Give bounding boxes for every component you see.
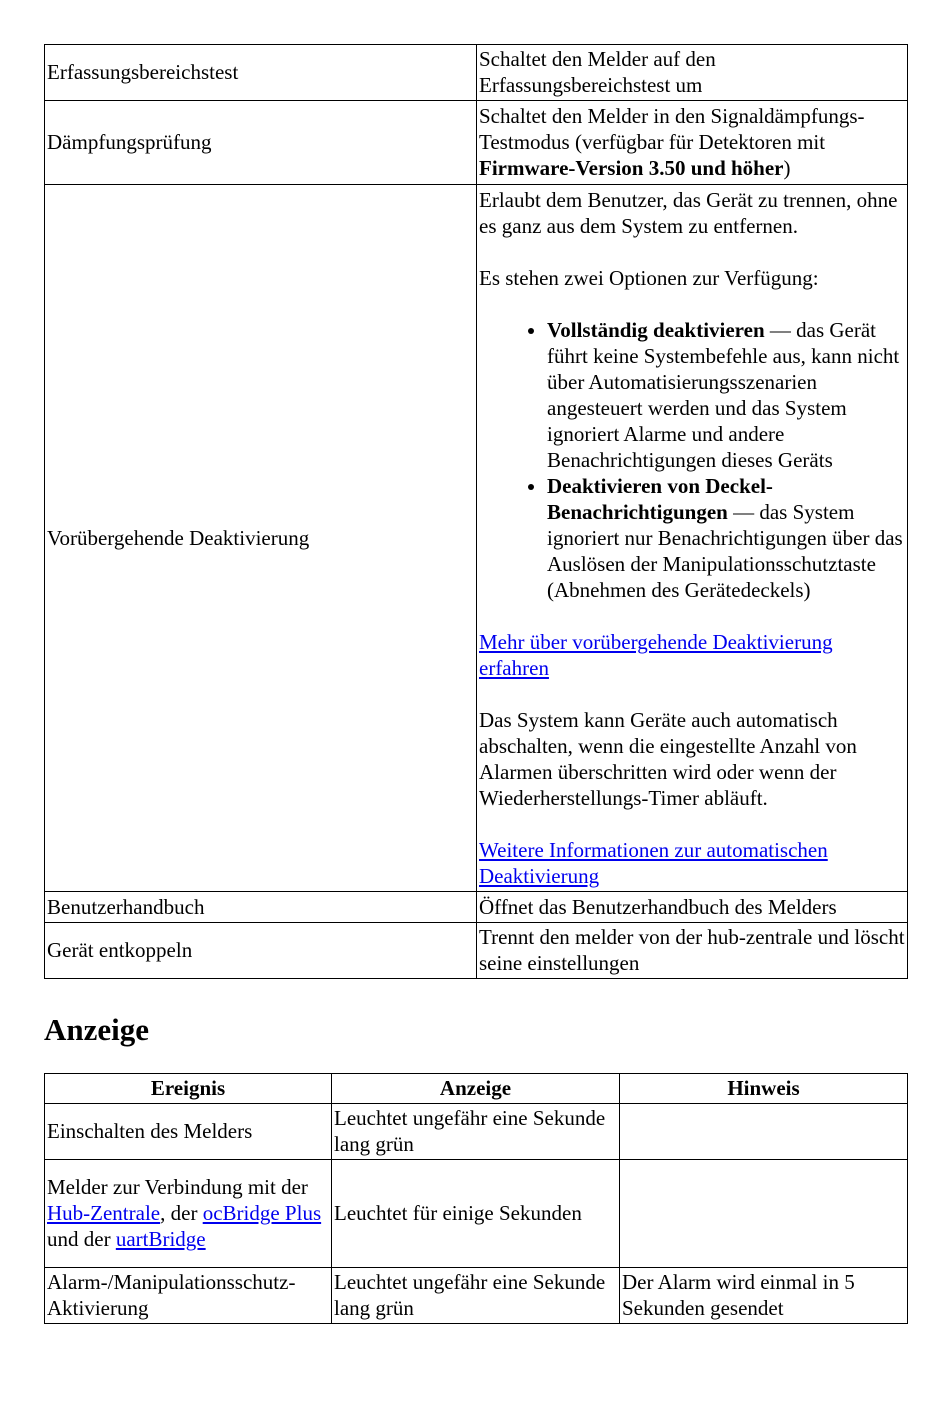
note-cell: Der Alarm wird einmal in 5 Sekunden gesendet: [620, 1268, 908, 1324]
deactivation-intro: Erlaubt dem Benutzer, das Gerät zu trennen, ohne es ganz aus dem System zu entfernen.: [479, 188, 898, 238]
event-cell: Melder zur Verbindung mit der Hub-Zentrale, der ocBridge Plus und der uartBridge: [45, 1160, 332, 1268]
table-row: [45, 892, 908, 923]
indication-cell: Leuchtet ungefähr eine Sekunde lang grün: [332, 1104, 620, 1160]
indication-cell: Leuchtet ungefähr eine Sekunde lang grün: [332, 1268, 620, 1324]
setting-description: Öffnet das Benutzerhandbuch des Melders: [477, 892, 908, 923]
setting-description: Schaltet den Melder auf den Erfassungsbereichstest um: [477, 45, 908, 101]
indication-table: [44, 1073, 908, 1324]
options-list: [479, 317, 905, 603]
list-item: • Vollständig deaktivieren — das Gerät führt keine Systembefehle aus, kann nicht über Automatisierungsszenarien angesteuert werden und das System ignoriert Alarme und andere Benachrichtigungen dieses Geräts: [547, 317, 905, 473]
auto-deactivation-link[interactable]: Weitere Informationen zur automatischen Deaktivierung: [479, 838, 828, 888]
setting-description: Trennt den melder von der hub-zentrale und löscht seine einstellungen: [477, 923, 908, 979]
column-header-event: Ereignis: [45, 1074, 332, 1104]
setting-description: Schaltet den Melder in den Signaldämpfungs-Testmodus (verfügbar für Detektoren mit Firmware-Version 3.50 und höher): [477, 101, 908, 185]
column-header-note: Hinweis: [620, 1074, 908, 1104]
auto-deactivation-text: Das System kann Geräte auch automatisch abschalten, wenn die eingestellte Anzahl von Alarmen überschritten wird oder wenn der Wiederherstellungs-Timer abläuft.: [479, 708, 857, 810]
page: [44, 44, 907, 1324]
table-row: [45, 45, 908, 101]
event-cell: Einschalten des Melders: [45, 1104, 332, 1160]
table-row: [45, 1268, 908, 1324]
column-header-indication: Anzeige: [332, 1074, 620, 1104]
table-row: [45, 1160, 908, 1268]
list-item: • Deaktivieren von Deckel-Benachrichtigungen — das System ignoriert nur Benachrichtigungen über das Auslösen der Manipulationsschutztaste (Abnehmen des Gerätedeckels): [547, 473, 905, 603]
setting-name: Vorübergehende Deaktivierung: [45, 185, 477, 892]
setting-name: Benutzerhandbuch: [45, 892, 477, 923]
note-cell: [620, 1104, 908, 1160]
ocbridge-link[interactable]: ocBridge Plus: [202, 1201, 322, 1225]
section-heading: Anzeige: [44, 1012, 150, 1047]
setting-name: Dämpfungsprüfung: [45, 101, 477, 185]
setting-description: [477, 185, 908, 892]
indication-cell: Leuchtet für einige Sekunden: [332, 1160, 620, 1268]
temporary-deactivation-link[interactable]: Mehr über vorübergehende Deaktivierung erfahren: [479, 630, 833, 680]
event-cell: Alarm-/Manipulationsschutz-Aktivierung: [45, 1268, 332, 1324]
setting-name: Gerät entkoppeln: [45, 923, 477, 979]
table-row: [45, 185, 908, 892]
options-intro: Es stehen zwei Optionen zur Verfügung:: [479, 266, 819, 290]
uartbridge-link[interactable]: uartBridge: [115, 1227, 206, 1251]
note-cell: [620, 1160, 908, 1268]
table-row: [45, 923, 908, 979]
table-row: [45, 101, 908, 185]
header-row: [45, 1074, 908, 1104]
setting-name: Erfassungsbereichstest: [45, 45, 477, 101]
settings-table: [44, 44, 908, 979]
hub-link[interactable]: Hub-Zentrale: [47, 1201, 161, 1225]
table-row: [45, 1104, 908, 1160]
